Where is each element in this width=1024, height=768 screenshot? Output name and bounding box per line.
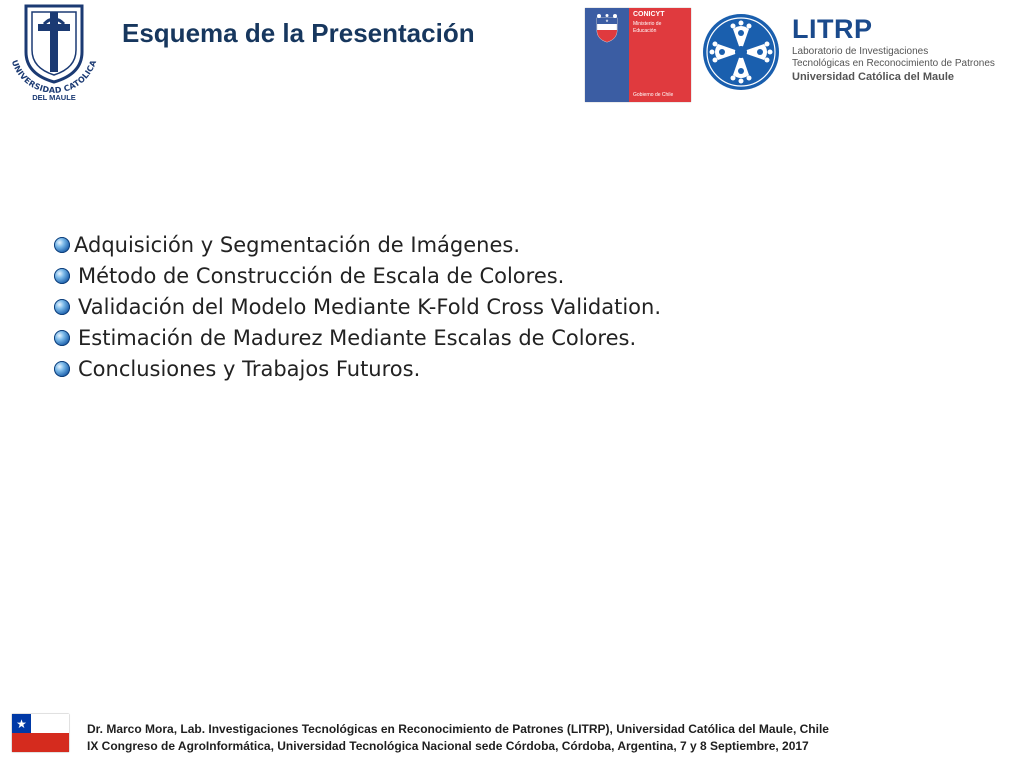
- chile-flag-icon: [12, 714, 69, 752]
- globe-bullet-icon: [54, 299, 70, 315]
- ucm-logo: [6, 2, 102, 106]
- agenda-item: [54, 291, 661, 322]
- agenda-item-text: Estimación de Madurez Mediante Escalas de Colores.: [78, 325, 637, 350]
- ucm-ring-text: UNIVERSIDAD CATOLICA: [9, 58, 99, 95]
- litrp-subtitle-line2: Tecnológicas en Reconocimiento de Patrones: [792, 58, 995, 69]
- agenda-item-text: Adquisición y Segmentación de Imágenes.: [74, 232, 521, 257]
- agenda-item: [54, 229, 661, 260]
- globe-bullet-icon: [54, 237, 70, 253]
- litrp-name: LITRP: [792, 14, 873, 44]
- conicyt-blue-panel: [585, 8, 629, 102]
- ucm-bottom-text: DEL MAULE: [32, 93, 76, 102]
- litrp-subtitle-line3: Universidad Católica del Maule: [792, 71, 954, 83]
- agenda-item-text: Validación del Modelo Mediante K-Fold Cross Validation.: [78, 294, 662, 319]
- globe-bullet-icon: [54, 361, 70, 377]
- conicyt-logo: [585, 8, 691, 102]
- footer-credits: [87, 721, 829, 755]
- conicyt-subtitle-line2: Educación: [633, 28, 657, 34]
- page-title: Esquema de la Presentación: [122, 18, 475, 48]
- agenda-list: [54, 229, 661, 384]
- litrp-subtitle-line1: Laboratorio de Investigaciones: [792, 46, 929, 57]
- globe-bullet-icon: [54, 330, 70, 346]
- footer-line2: IX Congreso de AgroInformática, Universidad Tecnológica Nacional sede Córdoba, Córdoba, Argentina, 7 y 8 Septiembre, 2017: [87, 739, 809, 753]
- agenda-item: [54, 353, 661, 384]
- agenda-item: [54, 260, 661, 291]
- conicyt-name: CONICYT: [633, 11, 665, 18]
- star-icon: ★: [12, 714, 31, 733]
- conicyt-footer: Gobierno de Chile: [633, 92, 674, 98]
- agenda-item-text: Método de Construcción de Escala de Colores.: [78, 263, 565, 288]
- coat-of-arms-icon: [593, 14, 621, 44]
- conicyt-red-panel: [629, 8, 691, 102]
- agenda-item-text: Conclusiones y Trabajos Futuros.: [78, 356, 421, 381]
- footer-line1: Dr. Marco Mora, Lab. Investigaciones Tecnológicas en Reconocimiento de Patrones (LITRP), Universidad Católica del Maule, Chile: [87, 722, 829, 736]
- conicyt-subtitle-line1: Ministerio de: [633, 21, 662, 27]
- network-cross-icon: [702, 13, 780, 91]
- conicyt-subtitle: [633, 21, 689, 35]
- agenda-item: [54, 322, 661, 353]
- globe-bullet-icon: [54, 268, 70, 284]
- cross-shield-icon: [6, 2, 102, 98]
